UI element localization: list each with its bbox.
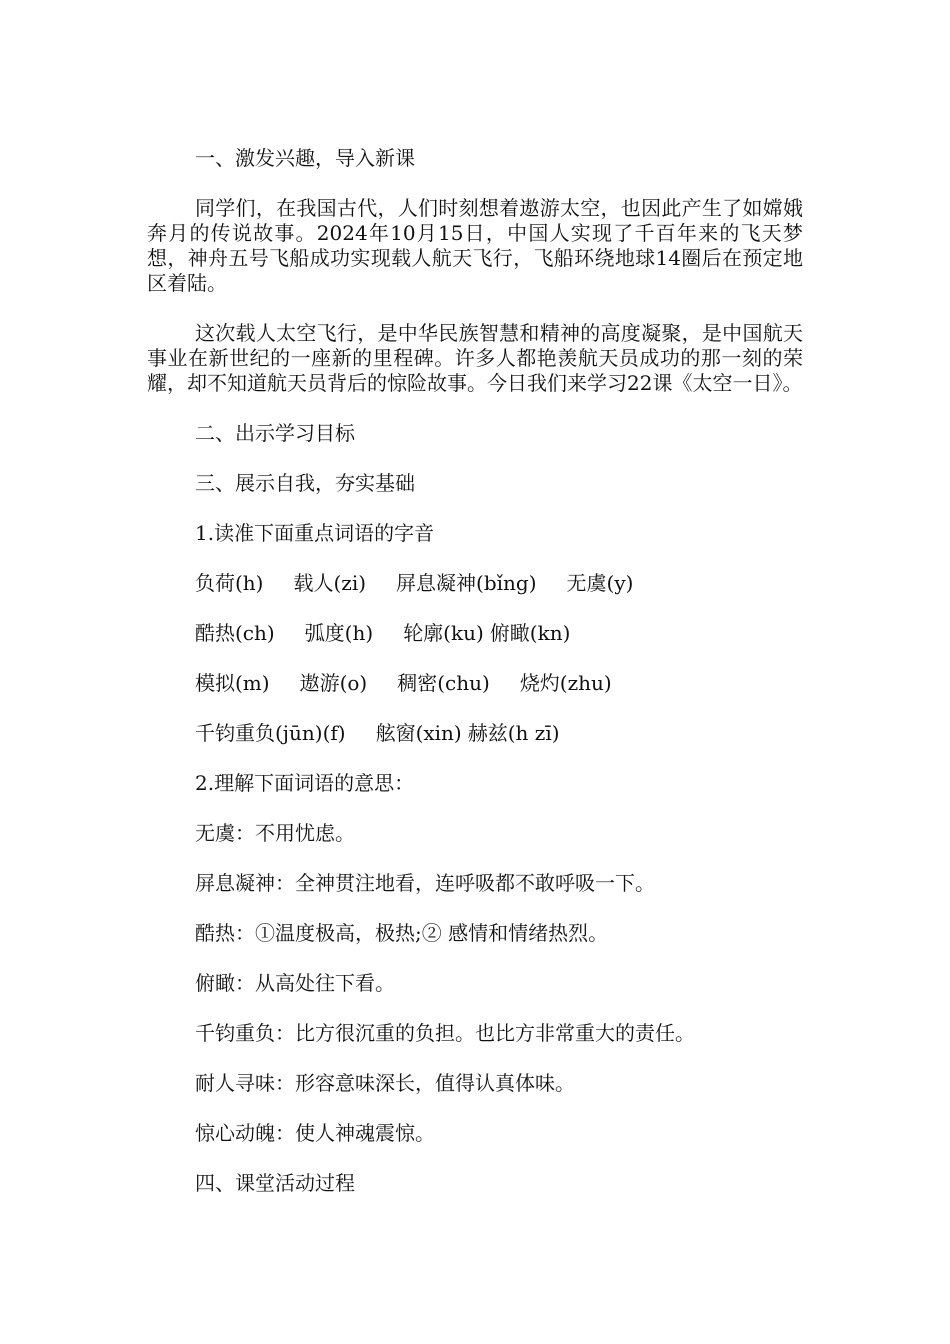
pronunciation-item: 酷热(ch) xyxy=(195,621,275,645)
pronunciation-row xyxy=(147,621,803,646)
pronunciation-item: 载人(zi) xyxy=(293,571,367,595)
subsection-heading-pronunciation: 1.读准下面重点词语的字音 xyxy=(195,521,435,545)
definition-item: 俯瞰：从高处往下看。 xyxy=(195,971,395,995)
pronunciation-row xyxy=(147,671,803,696)
pronunciation-item: 稠密(chu) xyxy=(397,671,490,695)
pronunciation-item: 赫兹(h zī) xyxy=(467,721,560,745)
pronunciation-item: 无虞(y) xyxy=(566,571,634,595)
definition-item: 酷热：①温度极高，极热;② 感情和情绪热烈。 xyxy=(195,921,609,945)
section-heading-3: 三、展示自我，夯实基础 xyxy=(195,471,415,495)
pronunciation-row xyxy=(147,721,803,746)
pronunciation-item: 轮廓(ku) xyxy=(403,621,484,645)
document-body xyxy=(147,146,803,1221)
definition-item: 耐人寻味：形容意味深长，值得认真体味。 xyxy=(195,1071,575,1095)
pronunciation-item: 烧灼(zhu) xyxy=(519,671,612,695)
definition-item: 惊心动魄：使人神魂震惊。 xyxy=(195,1121,435,1145)
pronunciation-item: 遨游(o) xyxy=(299,671,368,695)
section-heading-1: 一、激发兴趣，导入新课 xyxy=(195,146,415,170)
section-heading-4: 四、课堂活动过程 xyxy=(195,1171,355,1195)
pronunciation-item: 负荷(h) xyxy=(195,571,264,595)
definition-item: 千钧重负：比方很沉重的负担。也比方非常重大的责任。 xyxy=(195,1021,695,1045)
pronunciation-item: 模拟(m) xyxy=(195,671,270,695)
pronunciation-item: 屏息凝神(bǐng) xyxy=(396,571,537,595)
pronunciation-item: 舷窗(xin) xyxy=(375,721,462,745)
definition-item: 屏息凝神：全神贯注地看，连呼吸都不敢呼吸一下。 xyxy=(195,871,655,895)
pronunciation-item: 俯瞰(kn) xyxy=(489,621,571,645)
intro-paragraph-1: 同学们，在我国古代，人们时刻想着遨游太空，也因此产生了如嫦娥奔月的传说故事。2024年10月15日，中国人实现了千百年来的飞天梦想，神舟五号飞船成功实现载人航天飞行，飞船环绕地球14圈后在预定地区着陆。 xyxy=(147,196,803,295)
pronunciation-row xyxy=(147,571,803,596)
intro-paragraph-2: 这次载人太空飞行，是中华民族智慧和精神的高度凝聚，是中国航天事业在新世纪的一座新的里程碑。许多人都艳羡航天员成功的那一刻的荣耀，却不知道航天员背后的惊险故事。今日我们来学习22课《太空一日》。 xyxy=(147,321,803,395)
definition-item: 无虞：不用忧虑。 xyxy=(195,821,355,845)
subsection-heading-definitions: 2.理解下面词语的意思： xyxy=(195,771,415,795)
pronunciation-item: 千钧重负(jūn)(f) xyxy=(195,721,346,745)
pronunciation-item: 弧度(h) xyxy=(304,621,374,645)
section-heading-2: 二、出示学习目标 xyxy=(195,421,355,445)
